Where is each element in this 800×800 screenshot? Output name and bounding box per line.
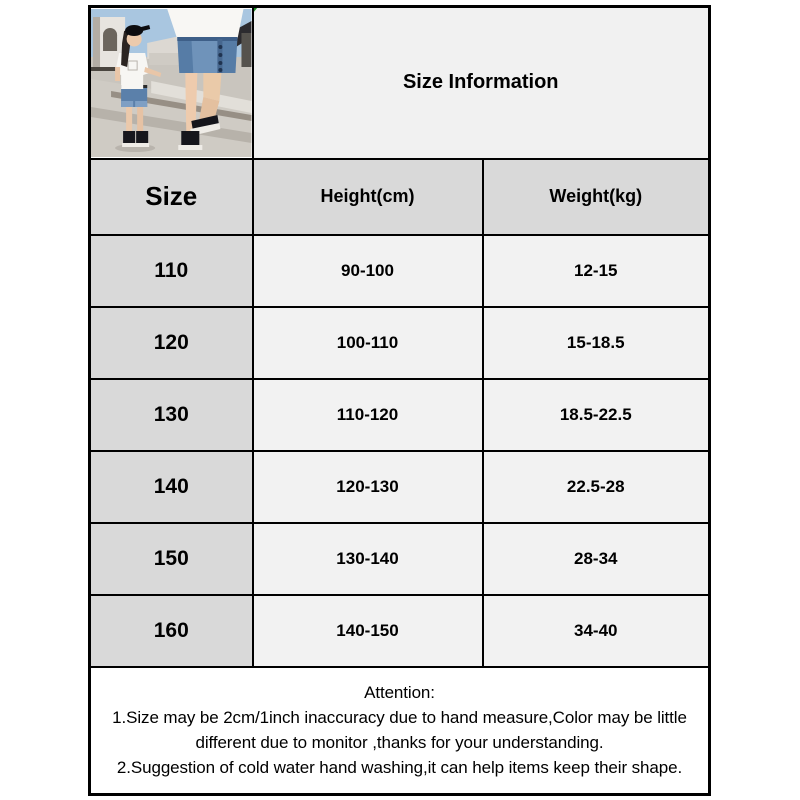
size-cell: 140 bbox=[90, 451, 253, 523]
green-corner-marker-icon bbox=[253, 7, 262, 14]
attention-note bbox=[90, 667, 710, 795]
column-header-weight: Weight(kg) bbox=[483, 159, 710, 235]
table-row-150 bbox=[90, 523, 710, 595]
size-cell: 160 bbox=[90, 595, 253, 667]
size-cell: 120 bbox=[90, 307, 253, 379]
table-row-160 bbox=[90, 595, 710, 667]
size-information-title: Size Information bbox=[402, 71, 559, 94]
height-cell: 100-110 bbox=[253, 307, 483, 379]
weight-cell: 22.5-28 bbox=[483, 451, 710, 523]
table-row-120 bbox=[90, 307, 710, 379]
attention-row bbox=[90, 667, 710, 795]
column-header-height: Height(cm) bbox=[253, 159, 483, 235]
attention-line-2: different due to monitor ,thanks for your understanding. bbox=[195, 733, 604, 753]
product-photo-cell bbox=[90, 7, 253, 159]
table-header-row bbox=[90, 159, 710, 235]
height-cell: 120-130 bbox=[253, 451, 483, 523]
height-cell: 90-100 bbox=[253, 235, 483, 307]
attention-line-3: 2.Suggestion of cold water hand washing,it can help items keep their shape. bbox=[116, 758, 683, 778]
attention-line-1: 1.Size may be 2cm/1inch inaccuracy due to hand measure,Color may be little bbox=[112, 708, 687, 728]
table-row-130 bbox=[90, 379, 710, 451]
height-cell: 110-120 bbox=[253, 379, 483, 451]
table-row-140 bbox=[90, 451, 710, 523]
size-table bbox=[88, 5, 711, 796]
product-photo bbox=[91, 9, 252, 157]
height-cell: 130-140 bbox=[253, 523, 483, 595]
size-cell: 110 bbox=[90, 235, 253, 307]
size-cell: 130 bbox=[90, 379, 253, 451]
column-header-size: Size bbox=[90, 159, 253, 235]
size-chart-sheet bbox=[88, 5, 711, 796]
weight-cell: 18.5-22.5 bbox=[483, 379, 710, 451]
height-cell: 140-150 bbox=[253, 595, 483, 667]
weight-cell: 12-15 bbox=[483, 235, 710, 307]
weight-cell: 15-18.5 bbox=[483, 307, 710, 379]
attention-heading: Attention: bbox=[364, 683, 435, 703]
size-information-header-cell bbox=[253, 7, 710, 159]
table-row-110 bbox=[90, 235, 710, 307]
top-row bbox=[90, 7, 710, 159]
weight-cell: 28-34 bbox=[483, 523, 710, 595]
weight-cell: 34-40 bbox=[483, 595, 710, 667]
size-cell: 150 bbox=[90, 523, 253, 595]
